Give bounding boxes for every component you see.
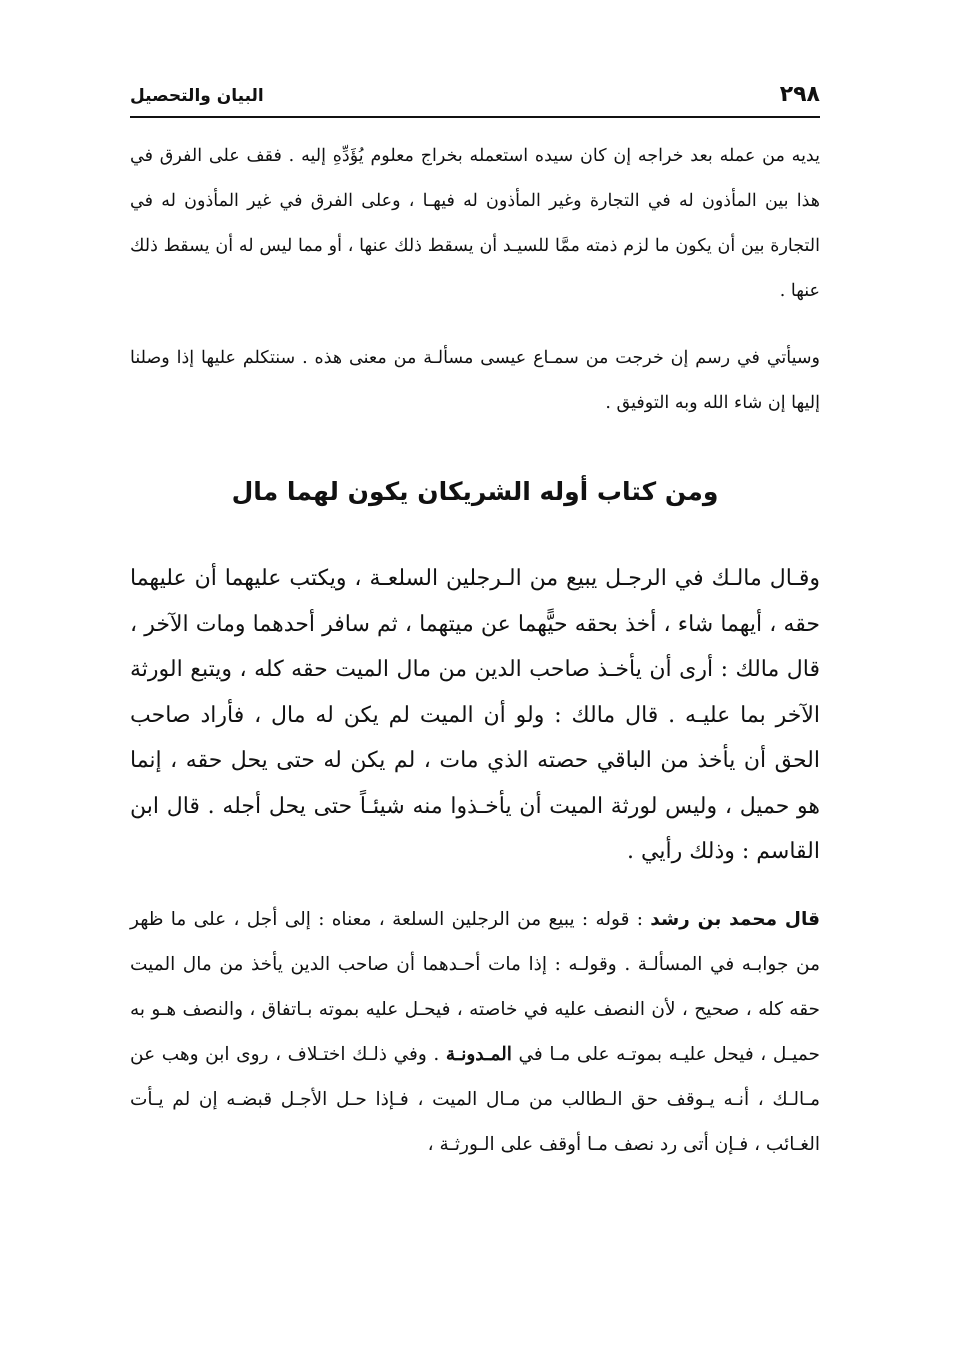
paragraph-commentary — [130, 897, 820, 1167]
running-header — [130, 80, 820, 118]
paragraph-cross-reference: وسيأتي في رسم إن خرجت من سمـاع عيسى مسألـة من معنى هذه . سنتكلم عليها إذا وصلنا إليها إن شاء الله وبه التوفيق . — [130, 348, 820, 413]
book-page — [130, 80, 820, 1167]
commentary-text-b: . وفي ذلـك اختـلاف ، روى ابن وهب عن مـالـك ، أنـه يـوقف حق الـطالب من مـال الميت ، فـإذا حـل الأجـل قبضـه إن لم يـأت الغـائب ، فـإن أتى رد نصف مـا أوقف على الـورثـة ، — [130, 1043, 820, 1155]
commentary-bold-term: المـدونـة — [445, 1043, 512, 1065]
page-number: ٢٩٨ — [779, 82, 820, 107]
commentary-lead: قال محمد بن رشد — [650, 908, 821, 930]
commentary-text-a: : قوله : يبيع من الرجلين السلعة ، معناه : إلى أجل ، على ما ظهر من جوابـه في المسألـة . وقولـه : إذا مات أحـدهما أن صاحب الدين يأخذ من مال الميت حقه كله ، صحيح ، لأن النصف عليه في خاصته ، فيحـل عليه بموته بـاتفاق ، والنصف هـو به حميـل ، فيحل عليـه بموتـه على مـا في — [130, 908, 820, 1065]
section-heading: ومن كتاب أوله الشريكان يكون لهما مال — [231, 477, 719, 506]
book-title: البيان والتحصيل — [130, 86, 264, 106]
paragraph-main-text: وقـال مالـك في الرجـل يبيع من الـرجلين السلعـة ، ويكتب عليهما أن عليهما حقه ، أيهما شاء ، أخذ بحقه حيًّهما عن ميتهما ، ثم سافر أحدهما ومات الآخر ، قال مالك : أرى أن يأخـذ صاحب الدين من مال الميت حقه كله ، ويتبع الورثة الآخر بما عليـه . قال مالك : ولو أن الميت لم يكن له مال ، فأراد صاحب الحق أن يأخذ من الباقي حصته الذي مات ، لم يكن له حتى يحل حقه ، إنما هو حميل ، وليس لورثة الميت أن يأخـذوا منه شيئـاً حتى يحل أجله . قال ابن القاسم : وذلك رأيي . — [130, 566, 820, 864]
paragraph-continuation: يديه من عمله بعد خراجه إن كان سيده استعمله بخراج معلوم يُؤَدِّهِ إليه . فقف على الفرق في هذا بين المأذون له في التجارة وغير المأذون له فيهـا ، وعلى الفرق في غير المأذون له في التجارة بين أن يكون ما لزم ذمته ممَّا للسيـد أن يسقط ذلك عنها ، أو مما ليس له أن يسقط ذلك عنها . — [130, 146, 820, 301]
